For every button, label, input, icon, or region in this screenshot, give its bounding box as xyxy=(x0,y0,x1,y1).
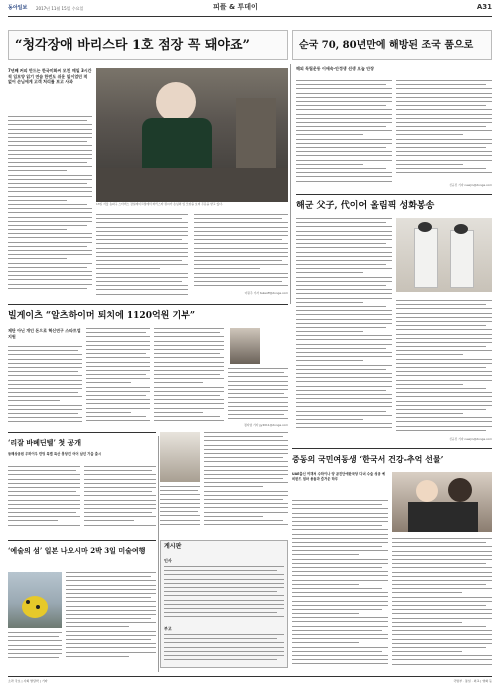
side-story-deck: 해외 독립운동 이애숙·안정생 선생 오늘 안장 xyxy=(296,66,375,71)
story3-col1 xyxy=(8,346,82,426)
story6-deck: UAE출신 여객처 수하이나 양 곧진단에한국당 다녀 수술 성공 예비한드 엄마 용돔과 즐거운 하루 xyxy=(292,472,385,481)
story5-col2 xyxy=(84,466,156,532)
footer-left: 소라 국보 | 사회 발달학 | 기타 xyxy=(8,679,48,683)
page-number: A31 xyxy=(476,3,492,11)
story4-col2 xyxy=(396,300,492,438)
section-rule xyxy=(296,194,492,195)
footer-right: 국방부 · 통일 · 외교 | 영화 등 xyxy=(453,679,492,683)
story6-col2 xyxy=(392,538,492,672)
bulletin-obituary-list xyxy=(164,634,284,664)
story3-col2 xyxy=(86,328,150,426)
bulletin-sub-personnel: 인사 xyxy=(164,558,172,563)
page-footer xyxy=(8,676,492,686)
story4-col1 xyxy=(296,218,392,438)
book-review-col xyxy=(204,432,288,532)
bulletin-sub-obituary: 부고 xyxy=(164,626,172,631)
story7-col2 xyxy=(8,632,62,662)
story3-headline: 빌게이츠 “알츠하이머 퇴치에 1120억원 기부” xyxy=(8,311,196,321)
column-divider xyxy=(158,436,159,672)
section-rule xyxy=(8,304,288,305)
top-story-caption: 13일 서울 송파구 스타벅스 잠실레이크점에서 바리스타 권씨가 손님의 입 모양을 보며 주문을 받고 있다. xyxy=(96,202,223,206)
bill-gates-photo xyxy=(230,328,260,364)
top-story-byline: 이원주 기자 takeoff@donga.com xyxy=(244,291,288,295)
story7-col1 xyxy=(66,572,156,662)
story7-headline: ‘예술의 섬’ 일본 나오시마 2박 3일 미술여행 xyxy=(8,546,146,555)
top-story-body-col1 xyxy=(8,116,92,296)
side-story-col1 xyxy=(296,80,392,184)
story5-col1 xyxy=(8,466,80,532)
bulletin-personnel-list xyxy=(164,566,284,622)
story3-byline: 정지영 기자 jjy2011@donga.com xyxy=(243,423,288,427)
section-rule xyxy=(292,448,492,449)
side-story-byline: 신규진 기자 newjin@donga.com xyxy=(449,183,492,187)
story6-headline: 중동의 국민여동생 ‘한국서 건강-추억 선물’ xyxy=(292,454,444,464)
issue-date: 2017년 11월 15일 수요일 xyxy=(36,6,84,11)
story5-headline: ‘리잘 바베딘텔’ 첫 공개 xyxy=(8,438,82,447)
side-story-headline: 순국 70, 80년만에 해방된 조국 품으로 xyxy=(292,30,492,60)
book-review-col-left xyxy=(160,486,200,532)
side-story-col2 xyxy=(396,80,492,184)
pumpkin-sculpture-photo xyxy=(8,572,62,628)
story3-deck: 제단 아닌 개인 돈으로 혁신연구 스타트업 지원 xyxy=(8,328,81,339)
top-story-body-col3 xyxy=(194,214,288,290)
section-title: 피플 & 투데이 xyxy=(213,3,258,11)
masthead xyxy=(8,5,492,17)
story5-deck: 동해상공원 우하이우 런팅 특별 특산 몽당킨 어어 남년 가을 출시 xyxy=(8,452,102,456)
navy-father-son-photo xyxy=(396,218,492,292)
story3-col4 xyxy=(228,368,288,424)
story3-col3 xyxy=(154,328,224,426)
section-rule xyxy=(8,540,156,541)
top-story-body-col2 xyxy=(96,214,188,298)
top-story-deck: 7년째 커피 만드는 한국미화씨 모친 매일 3시간씩 입모양 읽기 연습 한번도 쉬운 일이었던 적 없어 손님에게 고객 처리를 보고 사과 xyxy=(8,68,92,84)
book-cover-image xyxy=(160,432,200,482)
paper-name: 동아일보 xyxy=(8,5,28,11)
bulletin-heading: 게시판 xyxy=(164,543,182,550)
story4-byline: 신규진 기자 newjin@donga.com xyxy=(449,437,492,441)
uae-girl-photo xyxy=(392,472,492,532)
barista-photo xyxy=(96,68,288,202)
story6-col1 xyxy=(292,500,388,672)
top-story-headline: “청각장애 바리스타 1호 점장 꼭 돼야죠” xyxy=(8,30,288,60)
story4-headline: 해군 父子, 代이어 올림픽 성화봉송 xyxy=(296,201,435,211)
section-rule xyxy=(8,432,156,433)
column-divider xyxy=(290,64,291,304)
